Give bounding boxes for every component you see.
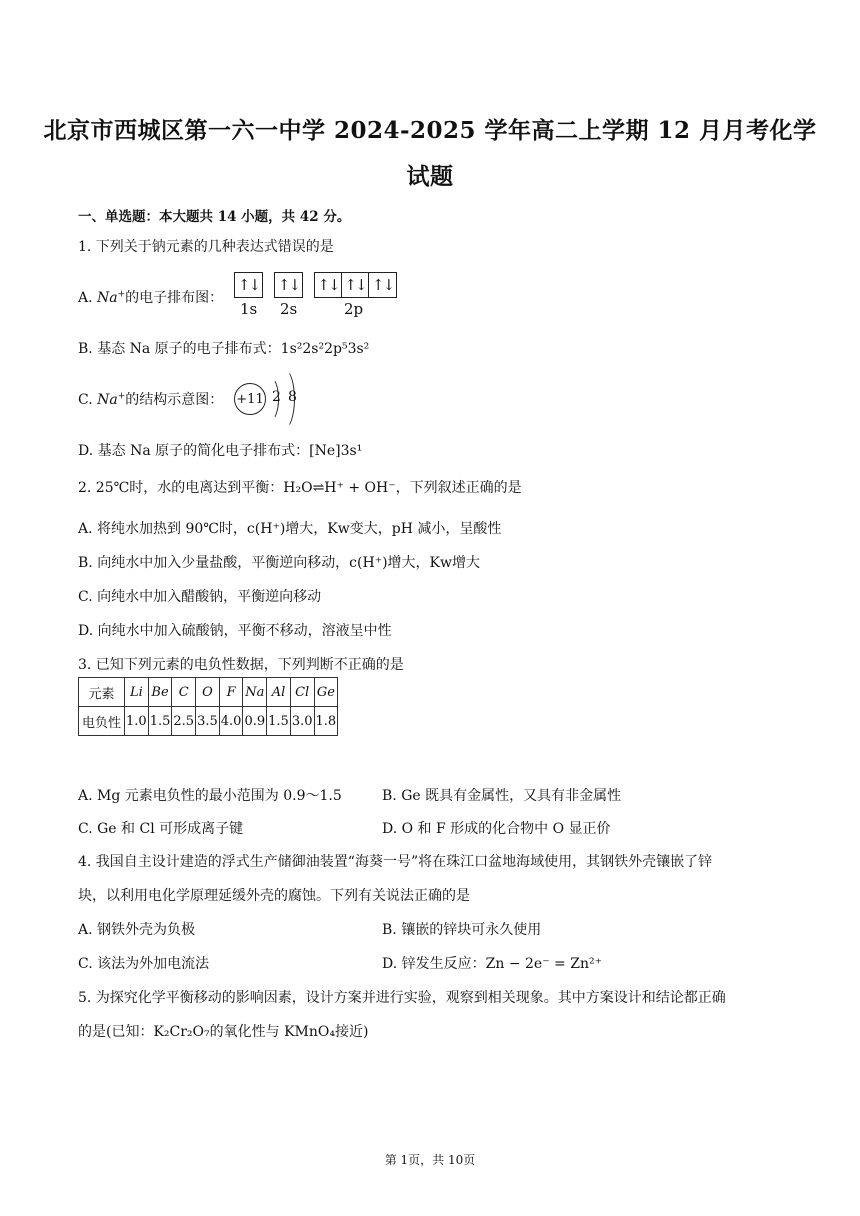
table-row	[79, 707, 338, 736]
section-heading: 一、单选题：本大题共 14 小题，共 42 分。	[78, 209, 351, 225]
value-cell: 1.5	[267, 707, 291, 736]
value-cell: 3.0	[290, 707, 314, 736]
page-footer: 第 1页，共 10页	[384, 1153, 476, 1167]
element-cell: Li	[125, 678, 149, 707]
electronegativity-table	[78, 677, 338, 736]
orbital-2p: ↑↓ ↑↓ ↑↓	[314, 272, 397, 298]
q3-stem: 3. 已知下列元素的电负性数据，下列判断不正确的是	[78, 657, 404, 673]
element-cell: Cl	[290, 678, 314, 707]
element-cell: O	[196, 678, 220, 707]
q2-option-c: C. 向纯水中加入醋酸钠，平衡逆向移动	[78, 589, 322, 605]
q3-option-c: C. Ge 和 Cl 可形成离子键	[78, 821, 244, 837]
table-header: 元素	[79, 678, 125, 707]
q2-option-a: A. 将纯水加热到 90℃时，c(H⁺)增大，Kw变大，pH 减小，呈酸性	[78, 521, 502, 537]
atom-nucleus: +11	[234, 383, 266, 415]
q1-stem: 1. 下列关于钠元素的几种表达式错误的是	[78, 239, 334, 255]
q3-option-a: A. Mg 元素电负性的最小范围为 0.9～1.5	[78, 788, 342, 804]
table-row	[79, 678, 338, 707]
shell-2-count: 8	[288, 389, 297, 405]
q4-stem-line2: 块，以利用电化学原理延缓外壳的腐蚀。下列有关说法正确的是	[78, 888, 470, 904]
value-cell: 1.5	[148, 707, 172, 736]
q1-option-b: B. 基态 Na 原子的电子排布式：1s²2s²2p⁵3s²	[78, 341, 370, 357]
label-2p: 2p	[344, 300, 364, 318]
q3-option-b: B. Ge 既具有金属性，又具有非金属性	[382, 788, 622, 804]
element-cell: Ge	[314, 678, 338, 707]
q2-option-b: B. 向纯水中加入少量盐酸，平衡逆向移动，c(H⁺)增大，Kw增大	[78, 555, 480, 571]
element-cell: Na	[243, 678, 267, 707]
q3-option-d: D. O 和 F 形成的化合物中 O 显正价	[382, 821, 611, 837]
orbital-1s: ↑↓	[234, 272, 263, 298]
q4-option-d: D. 锌发生反应：Zn − 2e⁻ = Zn²⁺	[382, 956, 602, 972]
element-cell: Al	[267, 678, 291, 707]
q2-stem: 2. 25℃时，水的电离达到平衡：H₂O⇌H⁺ + OH⁻，下列叙述正确的是	[78, 480, 522, 496]
orbital-2s: ↑↓	[274, 272, 303, 298]
q4-stem-line1: 4. 我国自主设计建造的浮式生产储御油装置“海葵一号”将在珠江口盆地海域使用，其钢铁外壳镶嵌了锌	[78, 854, 713, 870]
element-cell: Be	[148, 678, 172, 707]
q5-stem-line1: 5. 为探究化学平衡移动的影响因素，设计方案并进行实验，观察到相关现象。其中方案设计和结论都正确	[78, 990, 726, 1006]
value-cell: 1.8	[314, 707, 338, 736]
value-cell: 4.0	[219, 707, 243, 736]
label-1s: 1s	[240, 300, 258, 318]
q1-option-a: A. Na+的电子排布图：	[78, 289, 224, 306]
q2-option-d: D. 向纯水中加入硫酸钠，平衡不移动，溶液呈中性	[78, 623, 392, 639]
value-cell: 0.9	[243, 707, 267, 736]
q1-option-d: D. 基态 Na 原子的简化电子排布式：[Ne]3s¹	[78, 443, 363, 459]
q4-option-b: B. 镶嵌的锌块可永久使用	[382, 922, 542, 938]
value-cell: 2.5	[172, 707, 196, 736]
q1-option-c: C. Na+的结构示意图：	[78, 391, 224, 408]
value-cell: 1.0	[125, 707, 149, 736]
page-title-line2: 试题	[406, 163, 454, 190]
label-2s: 2s	[280, 300, 298, 318]
q4-option-c: C. 该法为外加电流法	[78, 956, 210, 972]
shell-1-count: 2	[272, 389, 281, 405]
page-title: 北京市西城区第一六一中学 2024-2025 学年高二上学期 12 月月考化学	[43, 117, 817, 144]
table-header: 电负性	[79, 707, 125, 736]
value-cell: 3.5	[196, 707, 220, 736]
element-cell: C	[172, 678, 196, 707]
q5-stem-line2: 的是(已知：K₂Cr₂O₇的氧化性与 KMnO₄接近)	[78, 1024, 369, 1040]
element-cell: F	[219, 678, 243, 707]
q4-option-a: A. 钢铁外壳为负极	[78, 922, 196, 938]
